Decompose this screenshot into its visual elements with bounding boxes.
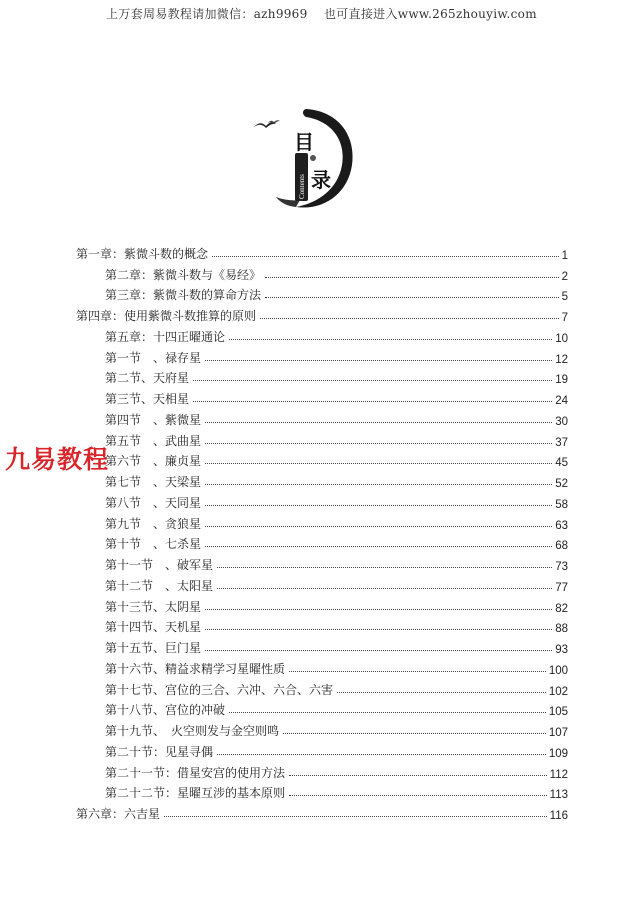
toc-entry[interactable] — [105, 491, 568, 511]
toc-entry[interactable] — [105, 387, 568, 407]
toc-entry[interactable] — [105, 512, 568, 532]
toc-entry-page-number: 30 — [555, 415, 568, 428]
toc-entry[interactable] — [105, 678, 568, 698]
toc-entry-label: 第十九节、 火空则发与金空则鸣 — [105, 724, 280, 739]
toc-entry[interactable] — [105, 449, 568, 469]
toc-entry[interactable] — [105, 408, 568, 428]
toc-entry-label: 第十五节、巨门星 — [105, 641, 202, 656]
toc-leader-dots — [205, 526, 552, 527]
toc-leader-dots — [205, 463, 552, 464]
toc-entry-label: 第十二节 、太阳星 — [105, 578, 214, 593]
toc-leader-dots — [205, 505, 552, 506]
toc-entry[interactable] — [105, 740, 568, 760]
toc-leader-dots — [212, 256, 559, 257]
toc-entry-page-number: 58 — [555, 498, 568, 511]
toc-entry-page-number: 73 — [555, 561, 568, 574]
toc-entry[interactable] — [105, 429, 568, 449]
toc-entry[interactable] — [76, 304, 568, 324]
toc-entry-label: 第二章：紫微斗数与《易经》 — [105, 267, 262, 282]
toc-entry-page-number: 77 — [555, 581, 568, 594]
toc-leader-dots — [205, 629, 552, 630]
toc-entry-label: 第二十一节：借星安宫的使用方法 — [105, 765, 286, 780]
toc-entry[interactable] — [105, 325, 568, 345]
toc-entry-label: 第十节 、七杀星 — [105, 537, 202, 552]
toc-entry-page-number: 19 — [555, 374, 568, 387]
toc-entry-label: 第二十节：见星寻偶 — [105, 744, 214, 759]
toc-entry-page-number: 2 — [561, 270, 568, 283]
toc-entry[interactable] — [105, 615, 568, 635]
seal-mark — [310, 155, 316, 161]
toc-entry-page-number: 37 — [555, 436, 568, 449]
toc-entry[interactable] — [76, 802, 568, 822]
toc-leader-dots — [205, 360, 552, 361]
toc-leader-dots — [205, 484, 552, 485]
toc-entry-label: 第十一节 、破军星 — [105, 558, 214, 573]
toc-entry-label: 第十七节、宫位的三合、六冲、六合、六害 — [105, 682, 334, 697]
toc-entry-page-number: 5 — [561, 291, 568, 304]
toc-leader-dots — [205, 609, 552, 610]
toc-entry[interactable] — [105, 470, 568, 490]
toc-entry-page-number: 68 — [555, 540, 568, 553]
toc-leader-dots — [205, 422, 552, 423]
toc-entry-page-number: 7 — [561, 312, 568, 325]
toc-entry-page-number: 109 — [548, 747, 568, 760]
toc-leader-dots — [164, 816, 547, 817]
toc-leader-dots — [260, 318, 559, 319]
toc-entry-label: 第三章：紫微斗数的算命方法 — [105, 288, 262, 303]
toc-entry-page-number: 102 — [548, 685, 568, 698]
toc-entry-page-number: 100 — [548, 664, 568, 677]
toc-entry[interactable] — [105, 346, 568, 366]
toc-entry-label: 第五章：十四正曜通论 — [105, 329, 226, 344]
toc-entry[interactable] — [105, 636, 568, 656]
toc-entry-page-number: 112 — [549, 768, 568, 781]
toc-entry[interactable] — [105, 657, 568, 677]
toc-entry-page-number: 1 — [561, 250, 568, 262]
toc-entry-label: 第一章：紫微斗数的概念 — [76, 247, 209, 261]
toc-entry-page-number: 93 — [555, 644, 568, 657]
watermark-text: 九易教程 — [5, 445, 110, 474]
toc-entry-label: 第二节、天府星 — [105, 371, 190, 386]
toc-entry-page-number: 12 — [555, 353, 568, 366]
toc-entry-label: 第八节 、天同星 — [105, 495, 202, 510]
toc-leader-dots — [205, 650, 552, 651]
toc-leader-dots — [193, 380, 552, 381]
toc-entry-page-number: 10 — [555, 332, 568, 345]
toc-leader-dots — [217, 754, 546, 755]
toc-entry-page-number: 107 — [548, 727, 568, 740]
title-char-lu: 录 — [311, 168, 331, 192]
toc-entry[interactable] — [105, 283, 568, 303]
toc-entry[interactable] — [105, 595, 568, 615]
toc-entry[interactable] — [105, 698, 568, 718]
toc-leader-dots — [289, 775, 547, 776]
toc-entry-label: 第十六节、精益求精学习星曜性质 — [105, 661, 286, 676]
title-char-mu: 目 — [294, 130, 314, 154]
toc-entry-page-number: 82 — [555, 602, 568, 615]
toc-entry[interactable] — [105, 553, 568, 573]
toc-entry-label: 第十四节、天机星 — [105, 620, 202, 635]
toc-entry-label: 第六章：六吉星 — [76, 806, 161, 821]
toc-entry-label: 第三节、天相星 — [105, 392, 190, 407]
toc-leader-dots — [229, 712, 546, 713]
toc-entry-page-number: 24 — [555, 395, 568, 408]
contents-subtitle: Contents — [298, 174, 306, 199]
toc-entry-label: 第一节 、禄存星 — [105, 350, 202, 365]
toc-leader-dots — [205, 546, 552, 547]
toc-entry[interactable] — [76, 242, 568, 262]
toc-entry[interactable] — [105, 761, 568, 781]
toc-entry-label: 第五节 、武曲星 — [105, 433, 202, 448]
bird-icon — [254, 122, 276, 128]
toc-leader-dots — [229, 339, 552, 340]
toc-entry-label: 第十三节、太阴星 — [105, 599, 202, 614]
page-header: 上万套周易教程请加微信：azh9969 也可直接进入www.265zhouyiw.com — [106, 7, 537, 21]
toc-entry-label: 第九节 、贪狼星 — [105, 516, 202, 531]
contents-emblem — [246, 103, 361, 215]
toc-leader-dots — [193, 401, 552, 402]
toc-leader-dots — [217, 567, 552, 568]
toc-entry-page-number: 88 — [555, 623, 568, 636]
toc-leader-dots — [205, 443, 552, 444]
toc-entry-page-number: 45 — [555, 457, 568, 470]
toc-entry-label: 第四节 、紫微星 — [105, 412, 202, 427]
toc-leader-dots — [217, 588, 552, 589]
toc-entry[interactable] — [105, 532, 568, 552]
toc-entry-page-number: 63 — [555, 519, 568, 532]
toc-entry-label: 第十八节、宫位的冲破 — [105, 703, 226, 718]
toc-entry-label: 第六节 、廉贞星 — [105, 454, 202, 469]
toc-entry[interactable] — [105, 263, 568, 283]
toc-entry-page-number: 116 — [549, 809, 568, 822]
toc-entry-page-number: 105 — [548, 706, 568, 719]
toc-entry-page-number: 113 — [549, 789, 568, 802]
toc-leader-dots — [337, 692, 546, 693]
toc-entry[interactable] — [105, 719, 568, 739]
toc-leader-dots — [289, 671, 546, 672]
toc-leader-dots — [289, 795, 547, 796]
toc-entry[interactable] — [105, 366, 568, 386]
toc-entry[interactable] — [105, 781, 568, 801]
toc-leader-dots — [265, 277, 559, 278]
toc-leader-dots — [265, 297, 559, 298]
toc-entry-label: 第四章：使用紫微斗数推算的原则 — [76, 309, 257, 324]
toc-entry-label: 第七节 、天梁星 — [105, 475, 202, 490]
toc-entry-page-number: 52 — [555, 478, 568, 491]
toc-leader-dots — [283, 733, 546, 734]
toc-entry[interactable] — [105, 574, 568, 594]
toc-entry-label: 第二十二节：星曜互涉的基本原则 — [105, 786, 286, 801]
